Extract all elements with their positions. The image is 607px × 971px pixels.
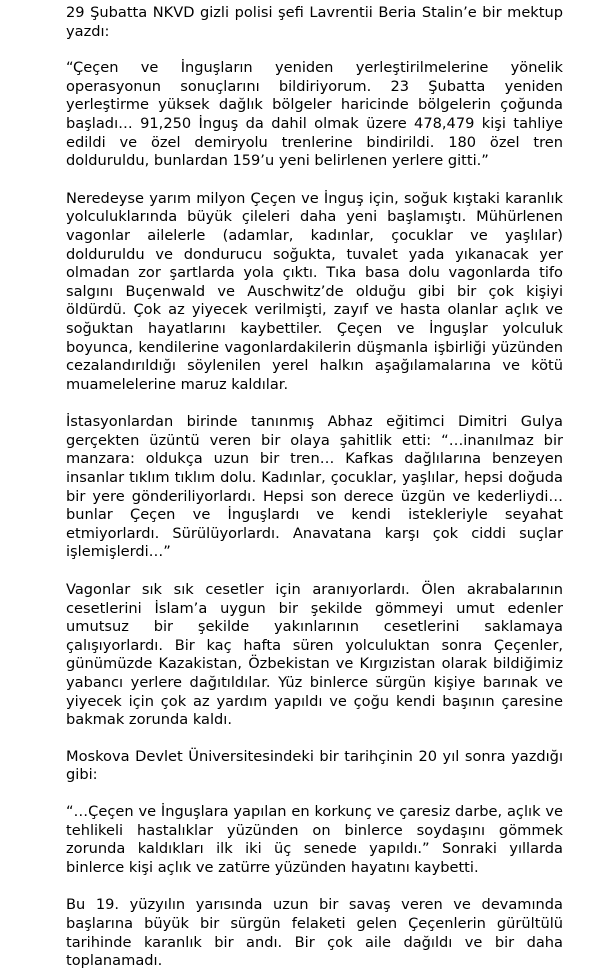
paragraph-conclusion: Bu 19. yüzyılın yarısında uzun bir savaş veren ve devamında başlarına büyük bir sürgün felaketi gelen Çeçenlerin gürültülü tarihinde karanlık bir andı. Bir çok aile dağıldı ve bir daha toplanamadı. xyxy=(66,896,563,970)
paragraph-historian-intro: Moskova Devlet Üniversitesindeki bir tarihçinin 20 yıl sonra yazdığı gibi: xyxy=(66,747,563,784)
paragraph-beria-letter-intro: 29 Şubatta NKVD gizli polisi şefi Lavrentii Beria Stalin’e bir mektup yazdı: xyxy=(66,4,563,40)
paragraph-deportation-journey: Neredeyse yarım milyon Çeçen ve İnguş için, soğuk kıştaki karanlık yolculuklarında büyük çileleri daha yeni başlamıştı. Mühürlenen vagonlar ailelerle (adamlar, kadınlar, çocuklar ve yaşlılar) dolduruldu ve dondurucu soğukta, tuvalet yada yıkanacak yer olmadan zor şartlarda yola çıktı. Tıka basa dolu vagonlarda tifo salgını Buçenwald ve Auschwitz’de olduğu gibi bir çok kişiyi öldürdü. Çok az yiyecek verilmişti, zayıf ve hasta olanlar açlık ve soğuktan hayatlarını kaybettiler. Çeçen ve İnguşlar yolculuk boyunca, kendilerine vagonlardakilerin düşmanla işbirliği yüzünden cezalandırıldığı söylenilen yerel halkın aşağılamalarına ve kötü muamelelerine maruz kaldılar. xyxy=(66,189,563,393)
paragraph-gulya-testimony: İstasyonlardan birinde tanınmış Abhaz eğitimci Dimitri Gulya gerçekten üzüntü veren bir olaya şahitlik etti: “…inanılmaz bir manzara: oldukça uzun bir tren… Kafkas dağlılarına benzeyen insanlar tıklım tıklım dolu. Kadınlar, çocuklar, yaşlılar, hepsi doğuda bir yere gönderiliyorlardı. Hepsi son derece üzgün ve kederliydi… bunlar Çeçen ve İnguşlardı ve kendi istekleriyle seyahat etmiyorlardı. Sürülüyorlardı. Anavatana karşı çok ciddi suçlar işlemişlerdi…” xyxy=(66,413,563,561)
paragraph-beria-letter-quote: “Çeçen ve İnguşların yeniden yerleştirilmelerine yönelik operasyonun sonuçlarını bildiriyorum. 23 Şubatta yeniden yerleştirme yüksek dağlık bölgeler haricinde bölgelerin çoğunda başladı… 91,250 İnguş da dahil olmak üzere 478,479 kişi tahliye edildi ve özel demiryolu trenlerine bindirildi. 180 özel tren dolduruldu, bunlardan 159’u yeni belirlenen yerlere gitti.” xyxy=(66,59,563,170)
paragraph-historian-quote: “…Çeçen ve İnguşlara yapılan en korkunç ve çaresiz darbe, açlık ve tehlikeli hastalıklar yüzünden on binlerce soydaşını gömmek zorunda kaldıkları ilk iki üç senede yapıldı.” Sonraki yıllarda binlerce kişi açlık ve zatürre yüzünden hayatını kaybetti. xyxy=(66,802,563,876)
paragraph-wagons-and-exile: Vagonlar sık sık cesetler için aranıyorlardı. Ölen akrabalarının cesetlerini İslam’a uygun bir şekilde gömmeyi umut edenler umutsuz bir şekilde yakınlarının cesetlerini saklamaya çalışıyorlardı. Bir kaç hafta süren yolculuktan sonra Çeçenler, günümüzde Kazakistan, Özbekistan ve Kırgızistan olarak bildiğimiz yabancı yerlere dağıtıldılar. Yüz binlerce sürgün kişiye barınak ve yiyecek için çok az yardım yapıldı ve çoğu kendi başının çaresine bakmak zorunda kaldı. xyxy=(66,581,563,729)
